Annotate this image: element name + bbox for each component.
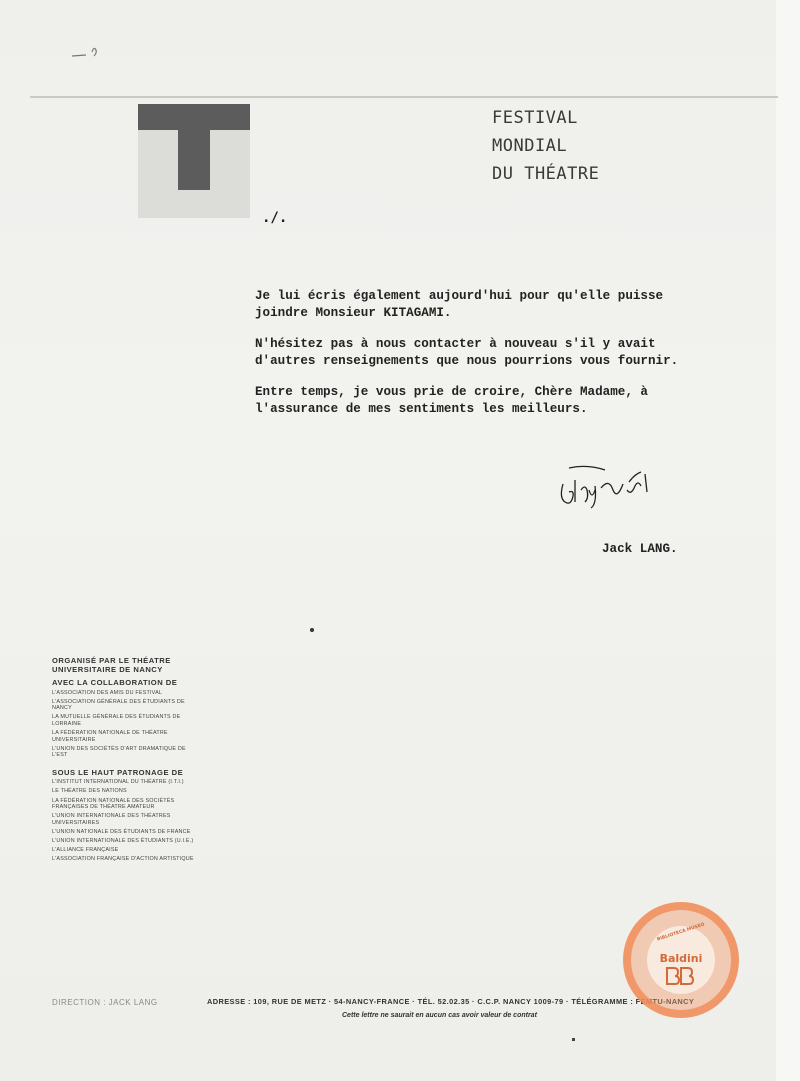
logo-t-stem: [178, 104, 210, 190]
festival-title-line: FESTIVAL: [492, 108, 578, 128]
list-item: L'UNION NATIONALE DES ÉTUDIANTS DE FRANCE: [52, 828, 191, 835]
library-stamp: [623, 902, 739, 1018]
stamp-arc-text: BIBLIOTECA MUSEO: [656, 922, 706, 943]
list-item: LA MUTUELLE GÉNÉRALE DES ÉTUDIANTS DE LORRAINE: [52, 714, 181, 727]
continuation-mark: ./.: [262, 210, 288, 226]
list-item: L'UNION DES SOCIÉTÉS D'ART DRAMATIQUE DE L'EST: [52, 745, 186, 759]
list-item: L'ASSOCIATION GÉNÉRALE DES ÉTUDIANTS DE NANCY: [52, 698, 185, 712]
list-item: L'INSTITUT INTERNATIONAL DU THÉATRE (I.T.I.): [52, 779, 184, 786]
collab-heading: AVEC LA COLLABORATION DE: [52, 678, 178, 687]
list-item: L'ASSOCIATION FRANÇAISE D'ACTION ARTISTIQUE: [52, 856, 194, 863]
list-item: L'UNION INTERNATIONALE DES THÉATRES UNIVERSITAIRES: [52, 813, 171, 826]
letter-body: [255, 288, 783, 432]
festival-title-line: MONDIAL: [492, 136, 568, 156]
stamp-monogram-icon: [665, 966, 695, 986]
patronage-heading: SOUS LE HAUT PATRONAGE DE: [52, 767, 184, 777]
festival-title-line: DU THÉATRE: [492, 164, 600, 184]
list-item: L'ALLIANCE FRANÇAISE: [52, 847, 119, 854]
festival-logo-t: [138, 104, 250, 218]
letter-paragraph: N'hésitez pas à nous contacter à nouveau s'il y avait d'autres renseignements que nous pourrions vous fournir.: [255, 337, 679, 368]
signer-name: Jack LANG.: [602, 542, 678, 556]
handwritten-signature: [555, 460, 665, 510]
stamp-name: Baldini: [659, 952, 703, 965]
list-item: LA FÉDÉRATION NATIONALE DES SOCIÉTÉS FRANÇAISES DE THÉATRE AMATEUR: [52, 797, 175, 811]
festival-title: [492, 104, 599, 188]
list-item: LE THÉATRE DES NATIONS: [52, 788, 127, 795]
direction-line: DIRECTION : JACK LANG: [52, 998, 158, 1007]
letter-paragraph: Je lui écris également aujourd'hui pour qu'elle puisse joindre Monsieur KITAGAMI.: [255, 289, 664, 320]
paper-speck: [572, 1038, 575, 1041]
list-item: L'ASSOCIATION DES AMIS DU FESTIVAL: [52, 689, 163, 696]
pen-mark: [70, 42, 110, 62]
page-edge: [776, 0, 800, 1081]
letter-paragraph: Entre temps, je vous prie de croire, Chère Madame, à l'assurance de mes sentiments les meilleurs.: [255, 385, 648, 416]
list-item: L'UNION INTERNATIONALE DES ÉTUDIANTS (U.I.E.): [52, 838, 194, 844]
patronage-list: [52, 779, 197, 862]
paper-speck: [310, 628, 314, 632]
collab-list: [52, 690, 197, 759]
organise-heading: ORGANISÉ PAR LE THÉATRE UNIVERSITAIRE DE NANCY: [52, 656, 171, 674]
list-item: LA FÉDÉRATION NATIONALE DE THÉATRE UNIVERSITAIRE: [52, 729, 168, 743]
footer-disclaimer: Cette lettre ne saurait en aucun cas avoir valeur de contrat: [342, 1012, 537, 1019]
header-rule: [30, 96, 778, 98]
footer-address: ADRESSE : 109, RUE DE METZ · 54-NANCY-FRANCE · TÉL. 52.02.35 · C.C.P. NANCY 1009-79 · TÉLÉGRAMME : FEMTU-NANCY: [207, 997, 695, 1006]
letterhead-sidebar: [52, 656, 197, 863]
